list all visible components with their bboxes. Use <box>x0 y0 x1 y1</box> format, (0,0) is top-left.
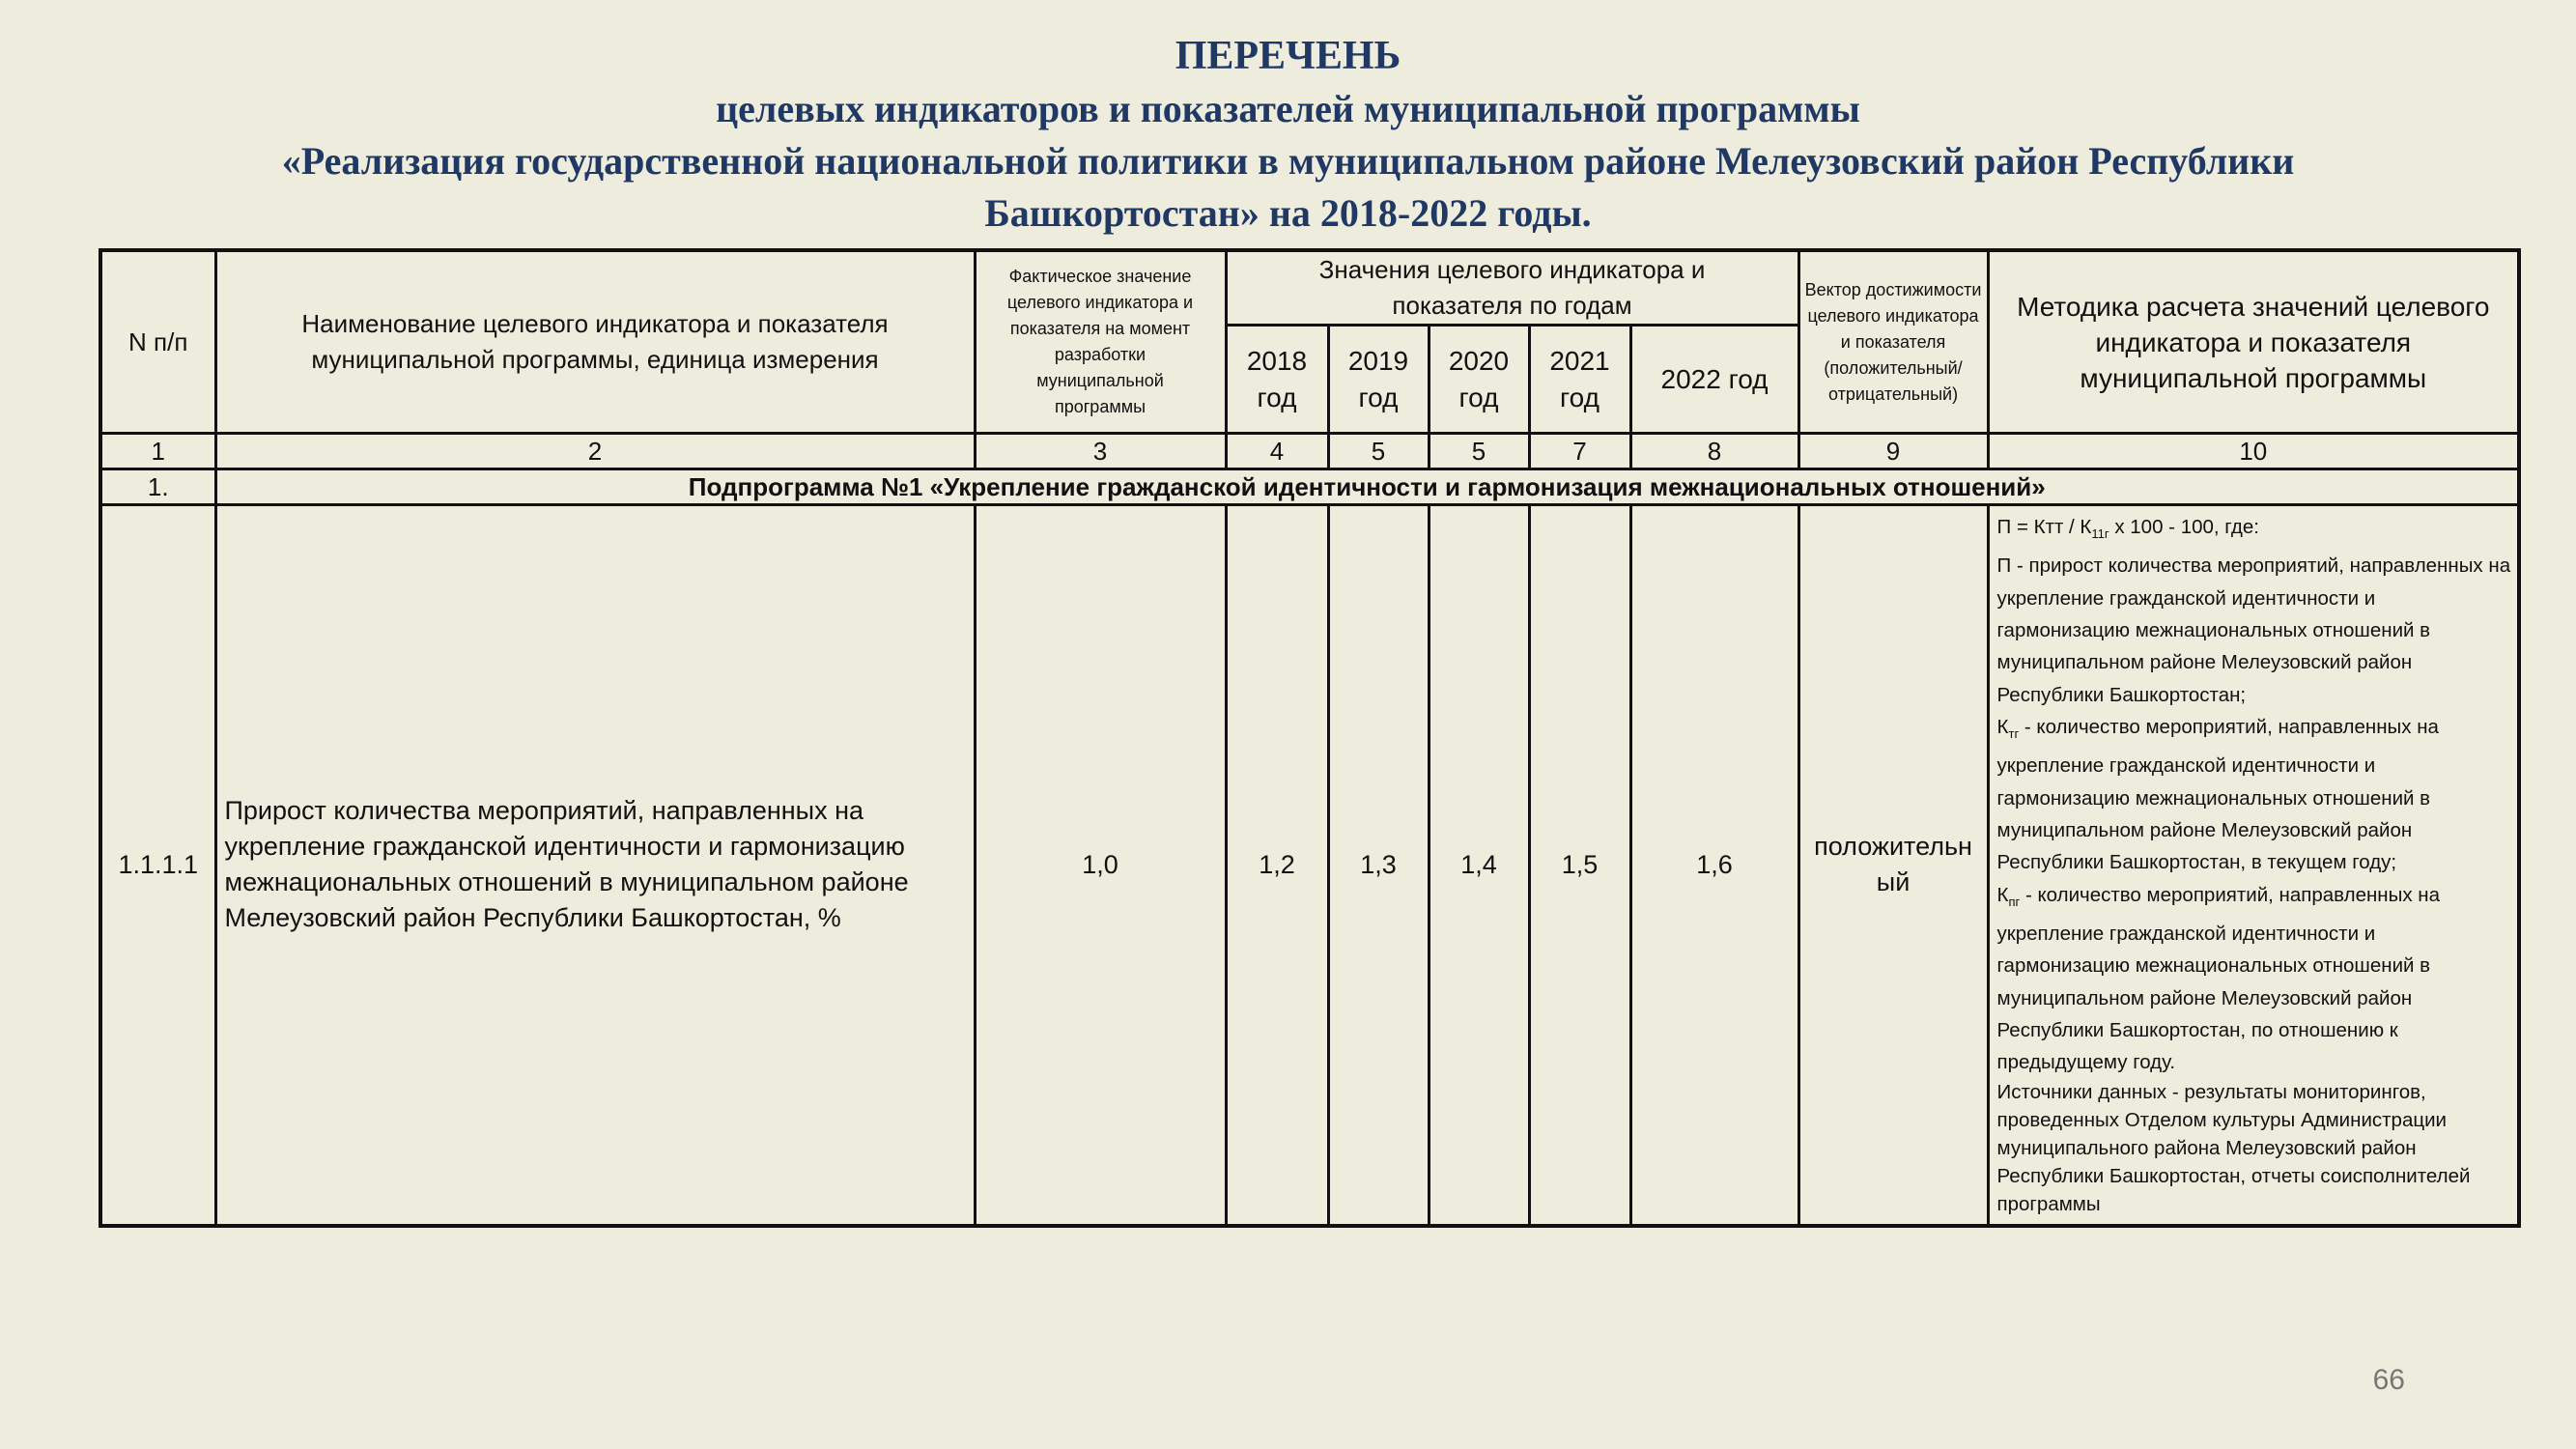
document-title <box>0 29 2576 240</box>
header-name: Наименование целевого индикатора и показателя муниципальной программы, единица измерения <box>215 250 975 434</box>
col-number: 4 <box>1226 434 1328 469</box>
page-number: 66 <box>2372 1364 2405 1396</box>
row-value-2020: 1,4 <box>1429 505 1529 1226</box>
header-method: Методика расчета значений целевого индикатора и показателя муниципальной программы <box>1988 250 2519 434</box>
row-indicator-name: Прирост количества мероприятий, направленных на укрепление гражданской идентичности и гармонизацию межнациональных отношений в муниципальном районе Мелеузовский район Республики Башкортостан, % <box>215 505 975 1226</box>
header-years-group: Значения целевого индикатора и показателя по годам <box>1226 250 1798 326</box>
row-num: 1.1.1.1 <box>100 505 215 1226</box>
title-line-3: «Реализация государственной национальной политики в муниципальном районе Мелеузовский район Республики <box>281 139 2295 183</box>
col-number: 8 <box>1630 434 1798 469</box>
method-p-definition: П - прирост количества мероприятий, направленных на укрепление гражданской идентичности и гармонизацию межнациональных отношений в муниципальном районе Мелеузовский район Республики Башкортостан; <box>1996 554 2511 706</box>
method-k-current: $К_{тг}$ - количество мероприятий, направленных на укрепление гражданской идентичности и гармонизацию межнациональных отношений в муниципальном районе Мелеузовский район Республики Башкортостан, в текущем году; <box>1996 715 2439 874</box>
row-value-2018: 1,2 <box>1226 505 1328 1226</box>
method-sources: Источники данных - результаты мониторингов, проведенных Отделом культуры Администрации муниципального района Мелеузовский район Республики Башкортостан, отчеты соисполнителей программы <box>1996 1081 2471 1216</box>
col-number: 5 <box>1429 434 1529 469</box>
subprogram-num: 1. <box>100 469 215 505</box>
title-line-2: целевых индикаторов и показателей муниципальной программы <box>716 87 1860 130</box>
row-vector-line-2: ый <box>1876 867 1911 897</box>
title-line-1: ПЕРЕЧЕНЬ <box>1175 34 1401 78</box>
indicators-table <box>99 248 2521 1228</box>
method-formula: П = Ктт / $К_{11г}$ х 100 - 100, где: <box>1996 516 2259 542</box>
header-num: N п/п <box>100 250 215 434</box>
header-vector: Вектор достижимости целевого индикатора и показателя (положительный/отрицательный) <box>1798 250 1988 434</box>
row-vector <box>1798 505 1988 1226</box>
row-value-2019: 1,3 <box>1328 505 1429 1226</box>
header-year-2022: 2022 год <box>1630 326 1798 434</box>
col-number: 10 <box>1988 434 2519 469</box>
header-year-2021: 2021 год <box>1529 326 1630 434</box>
header-year-2018: 2018 год <box>1226 326 1328 434</box>
row-value-2021: 1,5 <box>1529 505 1630 1226</box>
row-value-2022: 1,6 <box>1630 505 1798 1226</box>
col-number: 7 <box>1529 434 1630 469</box>
col-number: 3 <box>975 434 1226 469</box>
col-number: 2 <box>215 434 975 469</box>
row-method <box>1988 505 2519 1226</box>
header-fact: Фактическое значение целевого индикатора и показателя на момент разработки муниципальной программы <box>975 250 1226 434</box>
row-vector-line-1: положительн <box>1814 832 1972 862</box>
col-number: 9 <box>1798 434 1988 469</box>
header-year-2019: 2019 год <box>1328 326 1429 434</box>
row-fact-value: 1,0 <box>975 505 1226 1226</box>
header-year-2020: 2020 год <box>1429 326 1529 434</box>
col-number: 5 <box>1328 434 1429 469</box>
method-k-previous: $К_{пг}$ - количество мероприятий, направленных на укрепление гражданской идентичности и гармонизацию межнациональных отношений в муниципальном районе Мелеузовский район Республики Башкортостан, по отношению к предыдущему году. <box>1996 883 2441 1074</box>
title-line-4: Башкортостан» на 2018-2022 годы. <box>984 191 1592 235</box>
subprogram-title: Подпрограмма №1 «Укрепление гражданской идентичности и гармонизация межнациональных отношений» <box>215 469 2519 505</box>
col-number: 1 <box>100 434 215 469</box>
